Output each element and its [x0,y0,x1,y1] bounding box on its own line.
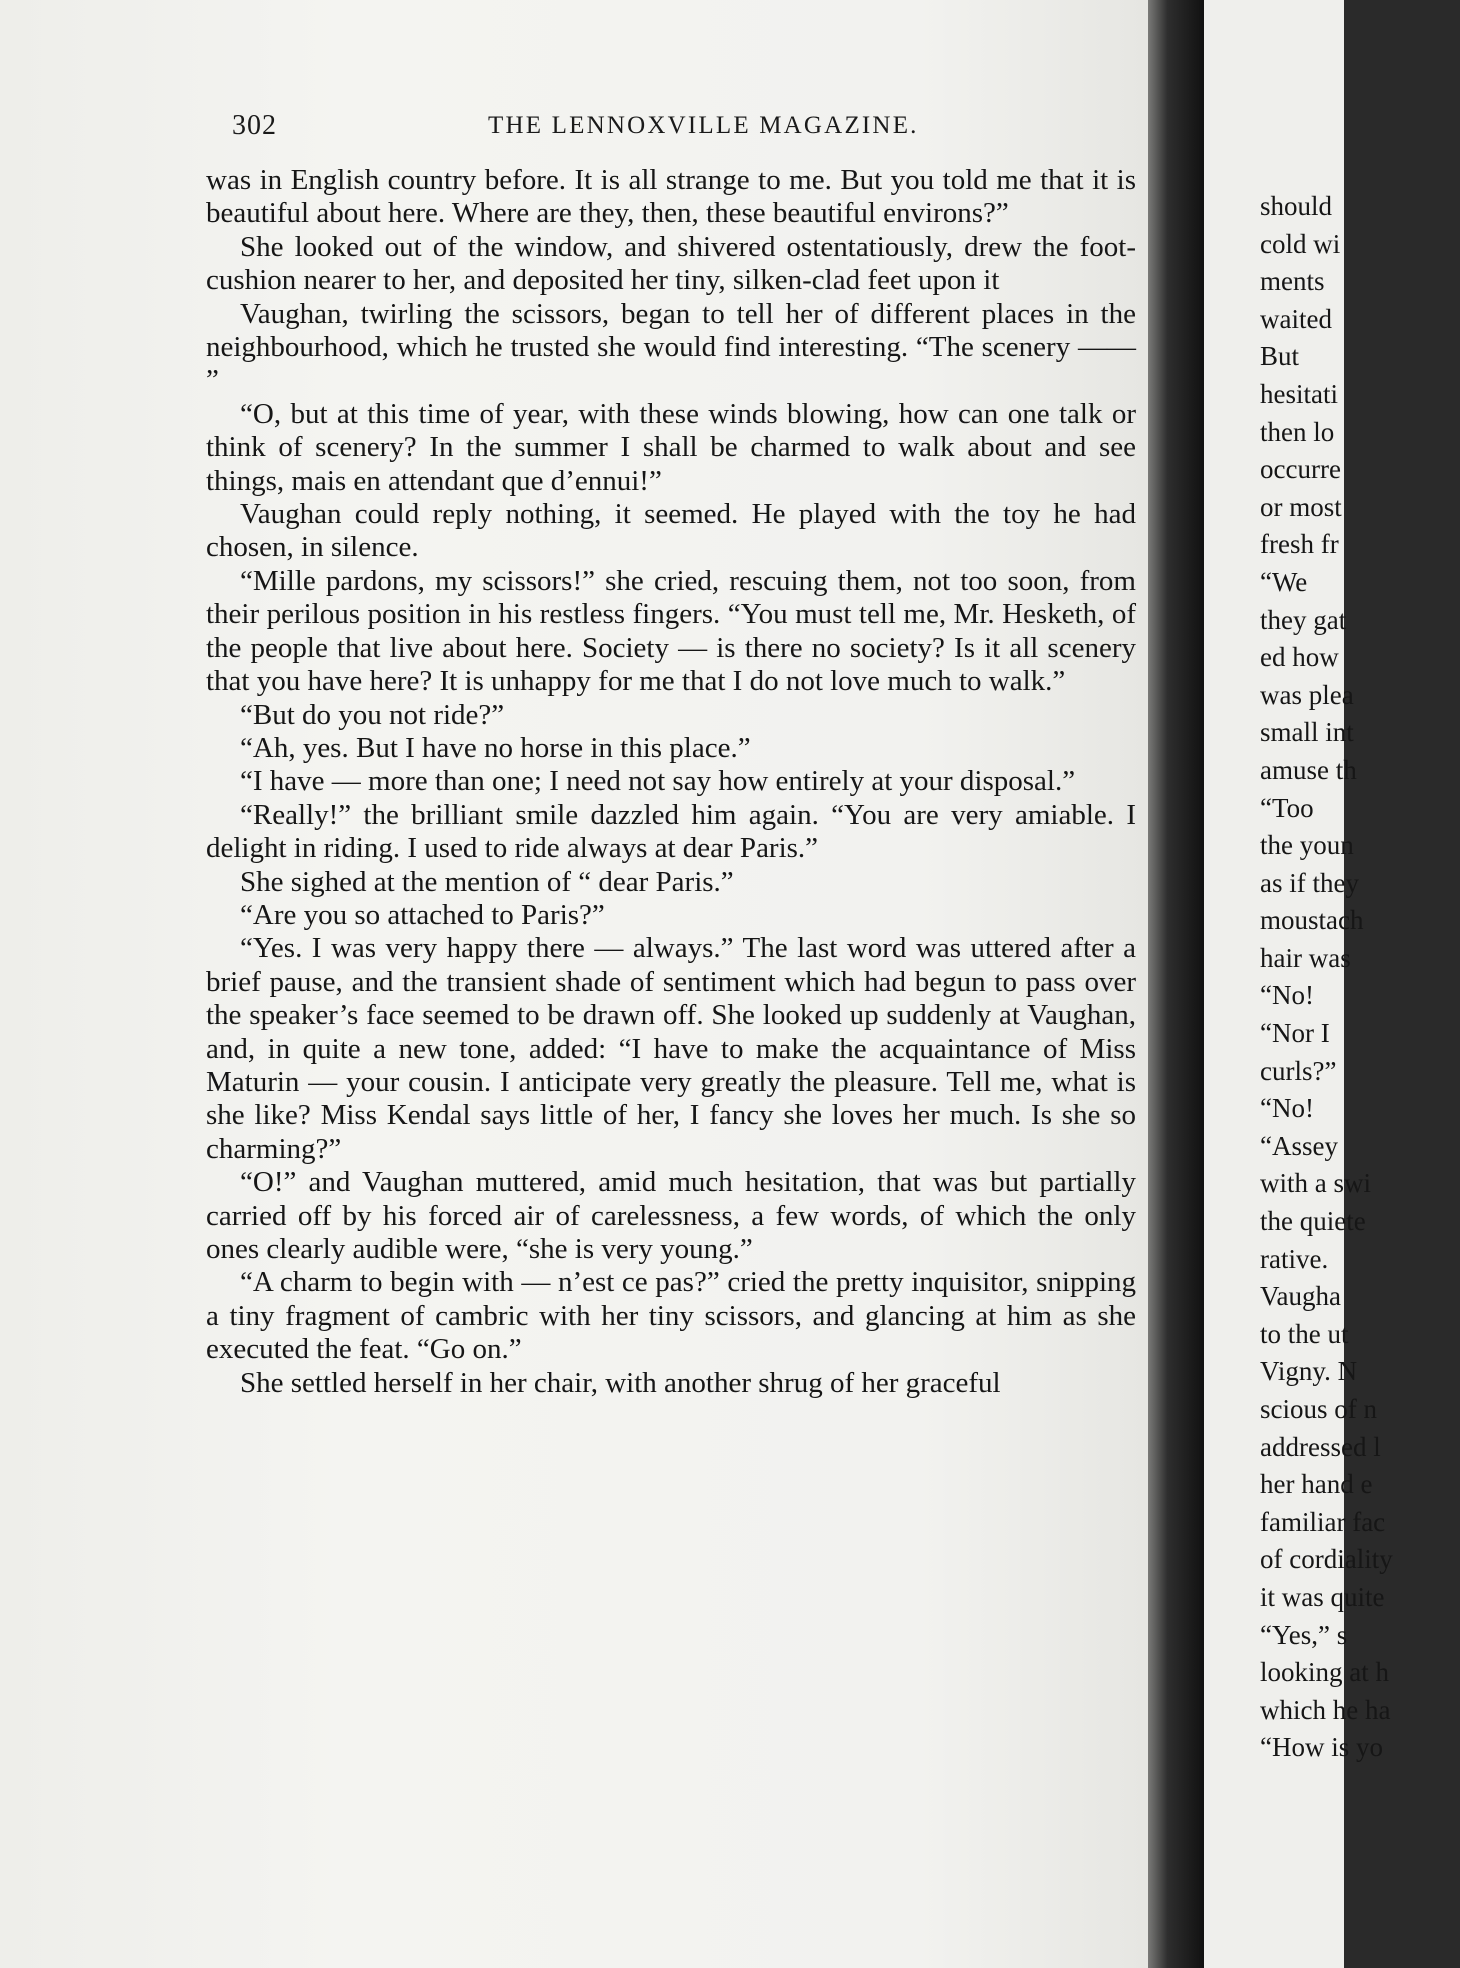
paragraph: She looked out of the window, and shivered ostentatiously, drew the foot-cushion nearer to her, and deposited her tiny, silken-clad feet upon it [206,230,1136,297]
text-line: “Yes,” s [1260,1619,1348,1650]
text-line: ed how [1260,642,1339,673]
text-line: moustach [1260,905,1364,936]
text-line: “We [1260,566,1308,597]
text-line: ments [1260,266,1325,297]
text-line: with a swi [1260,1168,1371,1199]
page-number: 302 [232,110,277,141]
text-line: “Assey [1260,1130,1338,1161]
text-line: fresh fr [1260,529,1339,560]
text-line: Vigny. N [1260,1356,1358,1387]
paragraph: “I have — more than one; I need not say how entirely at your disposal.” [240,765,1076,798]
paragraph: She sighed at the mention of “ dear Paris.” [240,865,734,898]
text-line: cold wi [1260,228,1341,259]
text-line: “No! [1260,1093,1314,1124]
text-line: they gat [1260,604,1347,635]
text-line: addressed l [1260,1431,1381,1462]
text-line: the quiete [1260,1206,1366,1237]
text-line: waited [1260,303,1332,334]
paragraph: “Ah, yes. But I have no horse in this place.” [240,731,751,764]
book-gutter [1148,0,1204,1968]
text-line: the youn [1260,830,1354,861]
text-line: curls?” [1260,1055,1337,1086]
text-line: looking at h [1260,1657,1389,1688]
text-line: or most [1260,491,1342,522]
running-title: THE LENNOXVILLE MAGAZINE. [488,112,919,139]
body-text [206,164,1136,1400]
text-line: was plea [1260,679,1354,710]
text-line: “How is yo [1260,1732,1383,1763]
paragraph: Vaughan, twirling the scissors, began to tell her of different places in the neighbourhood, which he trusted she would find interesting. “The scenery —— ” [206,297,1136,397]
text-line: her hand e [1260,1469,1373,1500]
text-line: occurre [1260,454,1341,485]
text-line: it was quite [1260,1581,1385,1612]
text-line: then lo [1260,416,1335,447]
text-line: small int [1260,717,1354,748]
text-line: “No! [1260,980,1314,1011]
text-line: scious of n [1260,1394,1377,1424]
text-line: as if they [1260,867,1359,898]
paragraph: “But do you not ride?” [240,698,505,731]
paragraph: She settled herself in her chair, with another shrug of her graceful [240,1366,1001,1399]
text-line: to the ut [1260,1318,1349,1349]
text-line: rative. [1260,1243,1329,1274]
paragraph: Vaughan could reply nothing, it seemed. He played with the toy he had chosen, in silence. [206,498,1136,564]
right-page-fragment [1204,0,1393,1968]
right-page-text [1260,188,1460,1767]
paragraph: “Really!” the brilliant smile dazzled him again. “You are very amiable. I delight in riding. I used to ride always at dear Paris.” [206,798,1136,865]
text-line: of cordiality [1260,1544,1393,1575]
text-line: But [1260,341,1300,372]
text-line: which he ha [1260,1694,1391,1725]
page-header [232,106,1142,152]
paragraph: “Yes. I was very happy there — always.” The last word was uttered after a brief pause, and the transient shade of sentiment which had begun to pass over the speaker’s face seemed to be drawn off. She looked up suddenly at Vaughan, and, in quite a new tone, added: “I have to make the acquaintance of Miss Maturin — your cousin. I anticipate very greatly the pleasure. Tell me, what is she like? Miss Kendal says little of her, I fancy she loves her much. Is she so charming?” [206,932,1136,1165]
text-line: should [1260,191,1333,221]
paragraph: “O, but at this time of year, with these winds blowing, how can one talk or think of scenery? In the summer I shall be charmed to walk about and see things, mais en attendant que d’ennui!” [206,397,1136,497]
text-line: hesitati [1260,378,1338,409]
text-line: Vaugha [1260,1281,1341,1312]
text-line: “Too [1260,792,1314,823]
text-line: familiar fac [1260,1506,1386,1537]
paragraph: “Are you so attached to Paris?” [240,898,605,931]
text-line: hair was [1260,942,1351,973]
paragraph: was in English country before. It is all strange to me. But you told me that it is beautiful about here. Where are they, then, these beautiful environs?” [206,164,1136,230]
text-line: “Nor I [1260,1018,1330,1049]
paragraph: “A charm to begin with — n’est ce pas?” cried the pretty inquisitor, snipping a tiny fragment of cambric with her tiny scissors, and glancing at him as she executed the feat. “Go on.” [206,1266,1136,1366]
paragraph: “Mille pardons, my scissors!” she cried, rescuing them, not too soon, from their perilous position in his restless fingers. “You must tell me, Mr. Hesketh, of the people that live about here. Society — is there no society? Is it all scenery that you have here? It is unhappy for me that I do not love much to walk.” [206,564,1136,698]
text-line: amuse th [1260,754,1357,785]
paragraph: “O!” and Vaughan muttered, amid much hesitation, that was but partially carried off by his forced air of carelessness, a few words, of which the only ones clearly audible were, “she is very young.” [206,1166,1136,1265]
